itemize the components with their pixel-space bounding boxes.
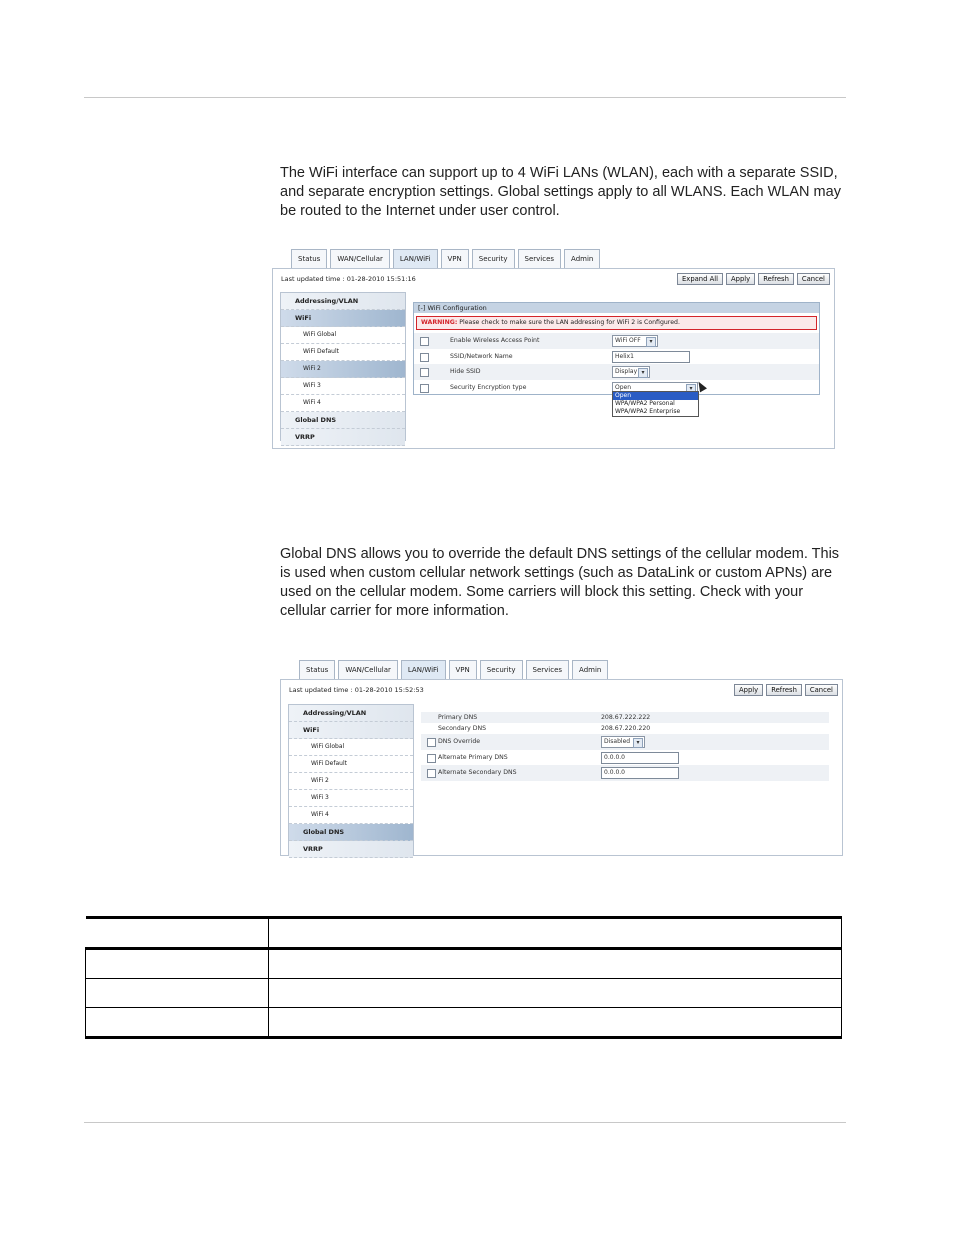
global-dns-intro-paragraph: Global DNS allows you to override the default DNS settings of the cellular modem. This is used when custom cellular network settings (such as DataLink or custom APNs) are used on the cellular modem. Some carriers will block this setting. Check with your cellular carrier for more information. — [280, 546, 840, 619]
sidebar-nav — [288, 704, 414, 856]
sidebar-item-wifi-default[interactable]: WiFi Default — [289, 756, 413, 773]
sidebar-item-global-dns[interactable]: Global DNS — [281, 412, 405, 429]
tab-wan-cellular[interactable]: WAN/Cellular — [330, 249, 390, 268]
sidebar-item-wifi-2[interactable]: WiFi 2 — [289, 773, 413, 790]
refresh-button[interactable]: Refresh — [766, 684, 802, 696]
table-cell — [86, 949, 269, 979]
dns-override-value: Disabled — [604, 738, 631, 745]
content-frame — [280, 679, 843, 856]
hide-ssid-value: Display — [615, 368, 638, 375]
sidebar-item-vrrp[interactable]: VRRP — [281, 429, 405, 446]
sidebar-item-wifi-4[interactable]: WiFi 4 — [289, 807, 413, 824]
dns-override-checkbox[interactable] — [427, 738, 436, 747]
encryption-value: Open — [615, 383, 632, 391]
table-header-row — [86, 918, 842, 949]
alt-primary-dns-checkbox[interactable] — [427, 754, 436, 763]
primary-dns-row — [421, 712, 829, 723]
main-tabs — [299, 660, 611, 679]
sidebar-item-wifi-global[interactable]: WiFi Global — [281, 327, 405, 344]
table-row — [86, 979, 842, 1008]
sidebar-item-addressing-vlan[interactable]: Addressing/VLAN — [281, 293, 405, 310]
hide-ssid-checkbox[interactable] — [420, 368, 429, 377]
wifi-state-select[interactable] — [612, 335, 658, 347]
enable-ap-checkbox[interactable] — [420, 337, 429, 346]
panel-title[interactable]: [-] WiFi Configuration — [414, 303, 819, 313]
cancel-button[interactable]: Cancel — [797, 273, 830, 285]
warning-text: Please check to make sure the LAN addressing for WiFi 2 is Configured. — [459, 319, 680, 326]
tab-vpn[interactable]: VPN — [441, 249, 469, 268]
alt-primary-dns-label: Alternate Primary DNS — [438, 753, 508, 761]
table-row — [86, 1008, 842, 1038]
content-frame — [272, 268, 835, 449]
table-header-cell — [268, 918, 842, 949]
encryption-dropdown-list — [612, 391, 699, 417]
chevron-down-icon: ▾ — [638, 368, 648, 378]
tab-admin[interactable]: Admin — [572, 660, 608, 679]
sidebar-item-wifi-4[interactable]: WiFi 4 — [281, 395, 405, 412]
cancel-button[interactable]: Cancel — [805, 684, 838, 696]
enable-ap-label: Enable Wireless Access Point — [450, 337, 540, 344]
primary-dns-value: 208.67.222.222 — [601, 714, 651, 721]
chevron-down-icon: ▾ — [633, 738, 643, 748]
sidebar-item-wifi-3[interactable]: WiFi 3 — [281, 378, 405, 395]
tab-security[interactable]: Security — [480, 660, 523, 679]
chevron-down-icon: ▾ — [686, 384, 696, 394]
table-cell — [86, 979, 269, 1008]
sidebar-item-wifi-3[interactable]: WiFi 3 — [289, 790, 413, 807]
ssid-checkbox[interactable] — [420, 353, 429, 362]
table-cell — [268, 1008, 842, 1038]
sidebar-nav — [280, 292, 406, 441]
encryption-option-wpa-personal[interactable]: WPA/WPA2 Personal — [615, 400, 675, 407]
alt-secondary-dns-label: Alternate Secondary DNS — [438, 769, 517, 776]
tab-services[interactable]: Services — [526, 660, 570, 679]
tab-security[interactable]: Security — [472, 249, 515, 268]
secondary-dns-value: 208.67.220.220 — [601, 725, 651, 732]
tab-services[interactable]: Services — [518, 249, 562, 268]
sidebar-item-addressing-vlan[interactable]: Addressing/VLAN — [289, 705, 413, 722]
hide-ssid-select[interactable] — [612, 366, 650, 378]
sidebar-item-wifi[interactable]: WiFi — [281, 310, 405, 327]
sidebar-item-vrrp[interactable]: VRRP — [289, 841, 413, 858]
last-updated-time: Last updated time : 01-28-2010 15:52:53 — [289, 686, 424, 694]
tab-wan-cellular[interactable]: WAN/Cellular — [338, 660, 398, 679]
sidebar-item-wifi[interactable]: WiFi — [289, 722, 413, 739]
encryption-label: Security Encryption type — [450, 383, 527, 391]
dns-override-select[interactable] — [601, 736, 645, 748]
chevron-down-icon: ▾ — [646, 337, 656, 347]
tab-lan-wifi[interactable]: LAN/WiFi — [393, 249, 438, 268]
alt-primary-dns-row — [421, 750, 829, 766]
secondary-dns-row — [421, 723, 829, 734]
global-dns-form — [421, 712, 829, 781]
tab-lan-wifi[interactable]: LAN/WiFi — [401, 660, 446, 679]
secondary-dns-label: Secondary DNS — [438, 725, 487, 732]
sidebar-item-wifi-global[interactable]: WiFi Global — [289, 739, 413, 756]
hide-ssid-row — [414, 364, 819, 380]
encryption-checkbox[interactable] — [420, 384, 429, 393]
encryption-option-open[interactable]: Open — [613, 392, 698, 400]
alt-secondary-dns-input[interactable]: 0.0.0.0 — [601, 767, 679, 779]
table-header-cell — [86, 918, 269, 949]
dns-override-row — [421, 734, 829, 750]
table-cell — [86, 1008, 269, 1038]
main-tabs — [291, 249, 603, 268]
wifi-config-screenshot — [272, 249, 835, 449]
sidebar-item-global-dns[interactable]: Global DNS — [289, 824, 413, 841]
expand-all-button[interactable]: Expand All — [677, 273, 723, 285]
alt-secondary-dns-checkbox[interactable] — [427, 769, 436, 778]
warning-label: WARNING: — [421, 319, 458, 326]
wifi-configuration-panel — [413, 302, 820, 395]
warning-banner — [416, 316, 817, 330]
primary-dns-label: Primary DNS — [438, 714, 478, 721]
apply-button[interactable]: Apply — [734, 684, 763, 696]
enable-ap-row — [414, 333, 819, 349]
tab-status[interactable]: Status — [299, 660, 335, 679]
header-rule — [84, 97, 846, 98]
last-updated-time: Last updated time : 01-28-2010 15:51:16 — [281, 275, 416, 283]
table-cell — [268, 949, 842, 979]
hide-ssid-label: Hide SSID — [450, 368, 481, 375]
wifi-intro-paragraph: The WiFi interface can support up to 4 WiFi LANs (WLAN), each with a separate SSID, and separate encryption settings. Global settings apply to all WLANS. Each WLAN may be routed to the Internet under user control. — [280, 165, 841, 219]
tab-admin[interactable]: Admin — [564, 249, 600, 268]
table-cell — [268, 979, 842, 1008]
ssid-row — [414, 349, 819, 365]
wifi-state-value: WiFi OFF — [615, 337, 641, 344]
tab-vpn[interactable]: VPN — [449, 660, 477, 679]
alt-primary-dns-input[interactable]: 0.0.0.0 — [601, 752, 679, 764]
encryption-option-wpa-enterprise[interactable]: WPA/WPA2 Enterprise — [615, 408, 681, 415]
footer-rule — [84, 1122, 846, 1123]
ssid-input[interactable]: Helix1 — [612, 351, 690, 363]
sidebar-item-wifi-2[interactable]: WiFi 2 — [281, 361, 405, 378]
refresh-button[interactable]: Refresh — [758, 273, 794, 285]
dns-override-label: DNS Override — [438, 738, 481, 745]
apply-button[interactable]: Apply — [726, 273, 755, 285]
alt-secondary-dns-row — [421, 765, 829, 781]
field-description-table — [85, 916, 842, 1039]
action-buttons — [734, 684, 838, 696]
action-buttons — [677, 273, 830, 285]
tab-status[interactable]: Status — [291, 249, 327, 268]
table-row — [86, 949, 842, 979]
sidebar-item-wifi-default[interactable]: WiFi Default — [281, 344, 405, 361]
global-dns-screenshot — [280, 660, 843, 853]
ssid-label: SSID/Network Name — [450, 352, 513, 360]
